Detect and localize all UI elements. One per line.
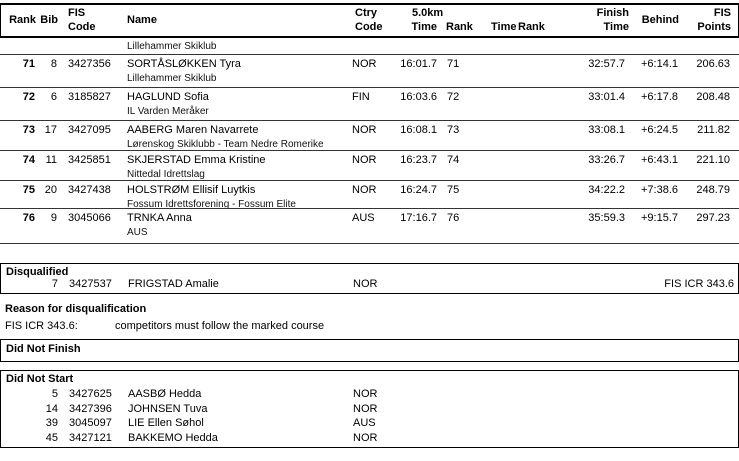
country-code: AUS (353, 417, 376, 429)
header-name: Name (127, 14, 157, 26)
club-name: Nittedal Idrettslag (127, 169, 205, 180)
header-time2: Time (491, 21, 517, 33)
finish-time: 32:57.7 (588, 58, 625, 70)
header-finish-line2: Time (603, 21, 629, 33)
table-row (1, 388, 738, 402)
bib-value: 17 (44, 124, 57, 136)
athlete-name: SORTÅSLØKKEN Tyra (127, 58, 241, 70)
table-row (0, 150, 739, 181)
results-table-header (0, 3, 739, 38)
table-row (1, 417, 738, 431)
table-row (0, 120, 739, 151)
athlete-name: SKJERSTAD Emma Kristine (127, 154, 266, 166)
fis-code-value: 3427438 (68, 184, 111, 196)
header-ctry-line2: Code (355, 21, 383, 33)
header-bib: Bib (40, 14, 58, 26)
carryover-club-row (0, 36, 739, 54)
country-code: NOR (352, 184, 377, 196)
club-name: Lillehammer Skiklub (127, 73, 217, 84)
header-split-distance: 5.0km (412, 7, 444, 19)
country-code: FIN (352, 91, 370, 103)
reason-title: Reason for disqualification (5, 303, 147, 315)
club-name: AUS (127, 227, 148, 238)
dns-section (0, 370, 739, 448)
country-code: NOR (352, 154, 377, 166)
header-fis-code-line2: Code (68, 21, 96, 33)
country-code: NOR (352, 58, 377, 70)
finish-time: 34:22.2 (588, 184, 625, 196)
rank-value: 72 (22, 91, 35, 103)
table-row (0, 87, 739, 121)
behind-time: +6:43.1 (640, 154, 678, 166)
header-fis-code-line1: FIS (68, 7, 86, 19)
header-ctry-line1: Ctry (355, 7, 378, 19)
country-code: NOR (353, 402, 378, 415)
rank-value: 71 (22, 58, 35, 70)
table-row (0, 208, 739, 244)
bib-value: 8 (50, 58, 57, 70)
table-row (0, 54, 739, 88)
split-time: 16:01.7 (400, 58, 437, 70)
split-time: 16:23.7 (400, 154, 437, 166)
table-row (1, 432, 738, 446)
behind-time: +7:38.6 (640, 184, 678, 196)
country-code: NOR (353, 388, 378, 400)
disqualified-section (0, 263, 739, 294)
athlete-name: AABERG Maren Navarrete (127, 124, 259, 136)
bib-value: 9 (50, 212, 57, 224)
athlete-name: HAGLUND Sofia (127, 91, 209, 103)
country-code: NOR (352, 124, 377, 136)
country-code: NOR (353, 278, 378, 290)
bib-value: 6 (50, 91, 57, 103)
header-fis-points-line1: FIS (713, 7, 731, 19)
rank-value: 74 (22, 154, 35, 166)
bib-value: 39 (45, 417, 58, 429)
reason-rule-code: FIS ICR 343.6: (5, 320, 78, 332)
bib-value: 14 (45, 402, 58, 415)
behind-time: +6:14.1 (640, 58, 678, 70)
split-rank: 71 (447, 58, 460, 70)
header-split-rank: Rank (446, 21, 473, 33)
athlete-name: BAKKEMO Hedda (128, 431, 218, 444)
fis-points: 248.79 (696, 184, 730, 196)
split-rank: 73 (447, 124, 460, 136)
fis-code-value: 3185827 (68, 91, 111, 103)
fis-points: 211.82 (697, 124, 730, 136)
athlete-name: FRIGSTAD Amalie (128, 278, 219, 290)
fis-code-value: 3427625 (69, 388, 112, 400)
bib-value: 20 (44, 184, 57, 196)
bib-value: 5 (51, 388, 58, 400)
split-rank: 75 (447, 184, 460, 196)
athlete-name: AASBØ Hedda (128, 388, 202, 400)
fis-points: 208.48 (696, 91, 730, 103)
behind-time: +6:17.8 (640, 91, 678, 103)
fis-points: 221.10 (696, 154, 730, 166)
fis-code-value: 3045097 (69, 417, 112, 429)
fis-code-value: 3427356 (68, 58, 111, 70)
reason-rule-text: competitors must follow the marked course (115, 320, 325, 332)
athlete-name: LIE Ellen Søhol (128, 417, 204, 429)
header-split-time: Time (411, 21, 437, 33)
split-rank: 76 (447, 212, 460, 224)
fis-code-value: 3427537 (69, 278, 112, 290)
rank-value: 73 (22, 124, 35, 136)
dns-title: Did Not Start (6, 373, 74, 385)
header-behind: Behind (641, 14, 679, 26)
header-fis-points-line2: Points (697, 21, 731, 33)
athlete-name: JOHNSEN Tuva (128, 402, 208, 415)
table-row (1, 278, 738, 292)
header-finish-line1: Finish (596, 7, 629, 19)
fis-code-value: 3427121 (69, 431, 112, 444)
rank-value: 76 (22, 212, 35, 224)
header-rank2: Rank (518, 21, 545, 33)
disqualified-title: Disqualified (6, 266, 69, 278)
finish-time: 33:08.1 (588, 124, 625, 136)
athlete-name: TRNKA Anna (127, 212, 192, 224)
athlete-name: HOLSTRØM Ellisif Luytkis (127, 184, 256, 196)
fis-code-value: 3425851 (68, 154, 111, 166)
table-row (0, 180, 739, 209)
fis-points: 206.63 (696, 58, 730, 70)
split-time: 16:24.7 (400, 184, 437, 196)
behind-time: +6:24.5 (640, 124, 678, 136)
country-code: AUS (352, 212, 375, 224)
bib-value: 7 (51, 278, 58, 290)
club-name: IL Varden Meråker (127, 106, 209, 117)
fis-points: 297.23 (696, 212, 730, 224)
finish-time: 35:59.3 (588, 212, 625, 224)
club-name: Lørenskog Skiklubb - Team Nedre Romerike (127, 139, 324, 150)
table-row (1, 403, 738, 417)
split-time: 16:03.6 (400, 91, 437, 103)
country-code: NOR (353, 431, 378, 444)
split-time: 17:16.7 (400, 212, 437, 224)
dnf-section (0, 339, 739, 362)
split-rank: 74 (447, 154, 460, 166)
bib-value: 11 (45, 154, 57, 166)
header-rank: Rank (9, 14, 36, 26)
dsq-rule-reference: FIS ICR 343.6 (664, 278, 734, 290)
fis-code-value: 3045066 (68, 212, 111, 224)
club-name: Fossum Idrettsforening - Fossum Elite (127, 199, 296, 210)
split-time: 16:08.1 (400, 124, 437, 136)
finish-time: 33:26.7 (588, 154, 625, 166)
table-bottom-rule (0, 243, 739, 244)
finish-time: 33:01.4 (588, 91, 625, 103)
fis-code-value: 3427095 (68, 124, 111, 136)
behind-time: +9:15.7 (640, 212, 678, 224)
fis-code-value: 3427396 (69, 402, 112, 415)
bib-value: 45 (45, 431, 58, 444)
club-name: Lillehammer Skiklub (127, 41, 217, 52)
dnf-title: Did Not Finish (6, 343, 81, 355)
split-rank: 72 (447, 91, 460, 103)
rank-value: 75 (22, 184, 35, 196)
